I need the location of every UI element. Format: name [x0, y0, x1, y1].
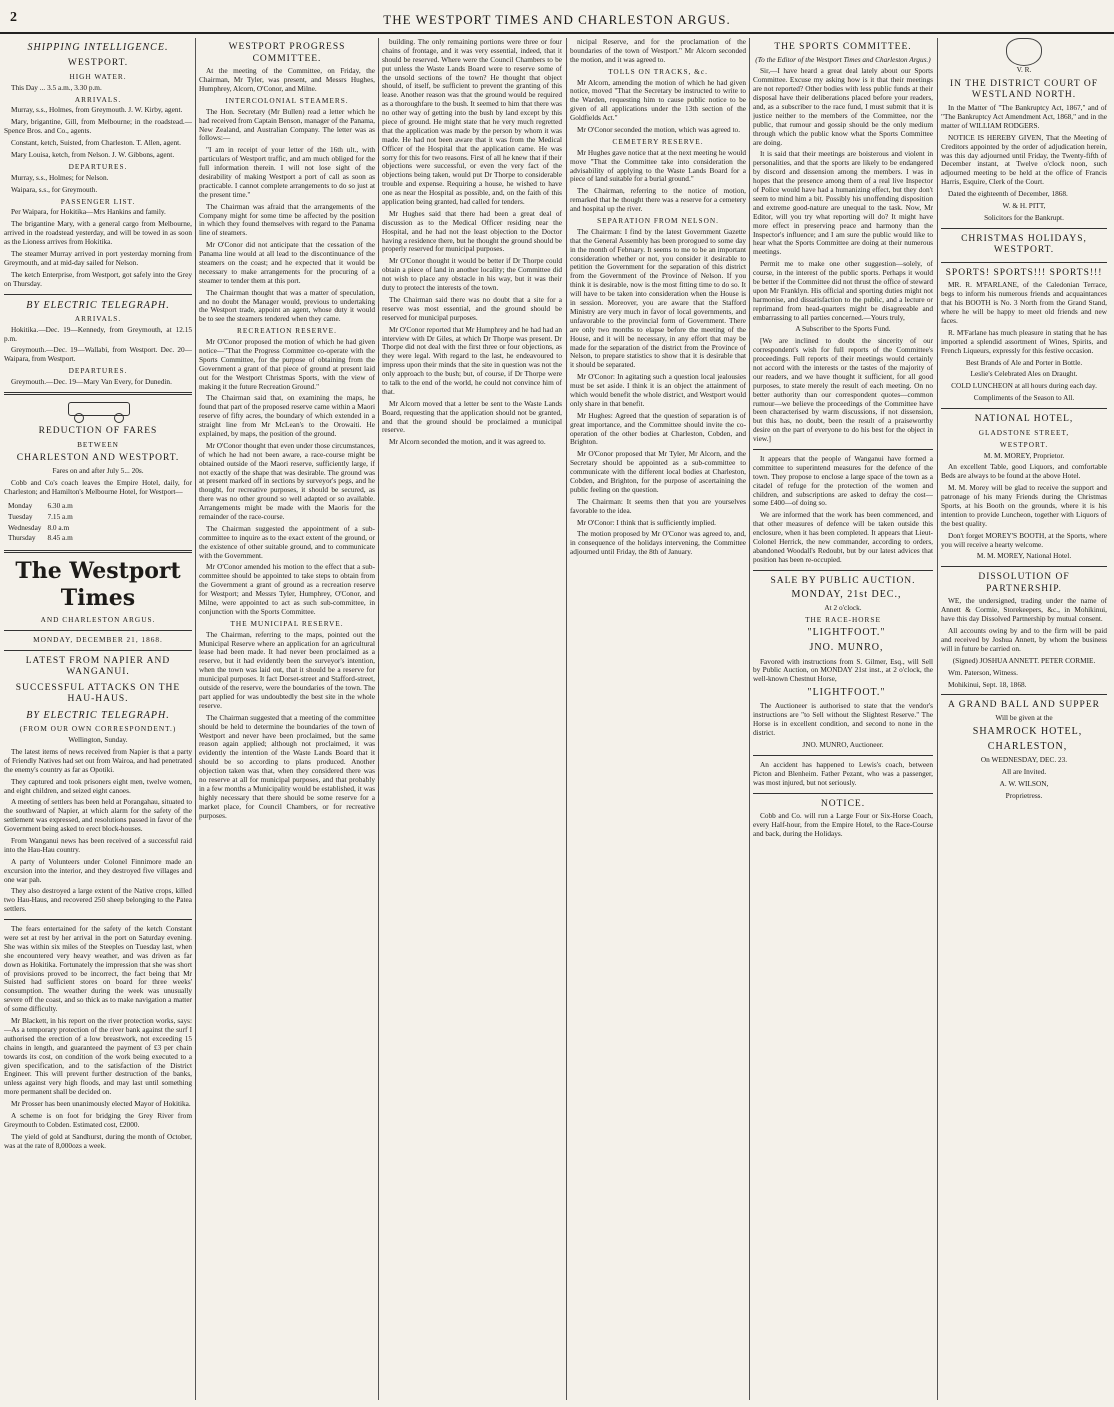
hotel-town: WESTPORT. — [999, 439, 1049, 449]
sale-auctioneer: JNO. MUNRO, — [809, 642, 884, 654]
article-paragraph: Mr O'Conor: I think that is sufficiently implied. — [577, 517, 716, 527]
ball-invited: All are Invited. — [1001, 767, 1047, 777]
divider — [4, 919, 192, 920]
divider — [4, 630, 192, 631]
dissolution-signature: (Signed) JOSHUA ANNETT. PETER CORMIE. — [952, 655, 1096, 665]
napier-correspondent: (FROM OUR OWN CORRESPONDENT.) — [19, 724, 177, 734]
sale-heading: SALE BY PUBLIC AUCTION. — [770, 575, 916, 586]
passenger-list: Per Waipara, for Hokitika—Mrs Hankins and family. — [11, 207, 166, 217]
masthead-title: THE WESTPORT TIMES AND CHARLESTON ARGUS. — [383, 12, 731, 27]
departures-heading: DEPARTURES. — [68, 161, 128, 171]
local-news: A scheme is on foot for bridging the Grey River from Greymouth to Cobden. Estimated cost, £2000. — [4, 1110, 192, 1129]
article-paragraph: They captured and took prisoners eight men, twelve women, and eight children, and seized eight canoes. — [4, 776, 192, 795]
article-paragraph: nicipal Reserve, and for the proclamation of the boundaries of the town of Westport." Mr Alcorn seconded the motion, and it was agreed to. — [570, 38, 746, 64]
article-paragraph: The Chairman thought that was a matter of speculation, and no doubt the Manager would, previous to undertaking the Westport trade, appoint an agent, whose duty it would be to see the steamers tendered when they came. — [199, 287, 375, 324]
divider — [753, 570, 933, 571]
divider — [753, 793, 933, 794]
notice-body: Cobb and Co. will run a Large Four or Six-Horse Coach, every Half-hour, from the Empire Hotel, to the Race-Course and back, during the Holidays. — [753, 811, 933, 838]
telegraph-departure: Greymouth.—Dec. 19—Mary Van Every, for Dunedin. — [11, 377, 172, 387]
article-paragraph: The Chairman, referring to the notice of motion, remarked that he thought there was a reserve for a cemetery and hospital up the river. — [570, 186, 746, 214]
divider — [753, 449, 933, 450]
local-news: Mr Prosser has been unanimously elected Mayor of Hokitika. — [11, 1099, 191, 1109]
departure-item: Waipara, s.s., for Greymouth. — [11, 184, 98, 194]
hotel-ad: An excellent Table, good Liquors, and comfortable Beds are always to be found at the above Hotel. — [941, 462, 1107, 481]
telegraph-heading: BY ELECTRIC TELEGRAPH. — [26, 299, 170, 311]
divider — [4, 650, 192, 651]
column-1 — [4, 38, 192, 1400]
article-paragraph: The Chairman suggested that a meeting of the committee should be held to determine the boundaries of the town of Westport and never have been proclaimed, but the same reason again applied; although not proclaimed, it was evidently the intention of the Waste Lands Board that it should be so according to plans produced. Another objection taken was that, when they considered there was no reserve at all for municipal purposes, and that probably in a few months a Municipality would be established, it was highly necessary that there should be some reserve for a market place, for Council Chambers, or for recreative purposes. — [199, 712, 375, 820]
dissolution-date: Mohikinui, Sept. 18, 1868. — [948, 679, 1027, 689]
court-vr: V. R. — [1016, 65, 1032, 74]
letter-paragraph: Permit me to make one other suggestion—solely, of course, in the interest of the public sports. Perhaps it would be better if the Committee did not thrust the office of steward upon Mr Franklyn. His official and sporting duties might not harmonise, and dissatisfaction to the public, and a lecture or reprimand from head-quarters might be disagreeable and embarrassing to all parties concerned.—Yours truly, — [753, 259, 933, 322]
article-paragraph: The Hon. Secretary (Mr Bullen) read a letter which he had received from Captain Benson, manager of the Panama, New Zealand, and Australian Company. The letter was as follows:— — [199, 106, 375, 143]
ball-heading: A GRAND BALL AND SUPPER — [948, 700, 1100, 711]
booth-brands: Best Brands of Ale and Porter in Bottle. — [965, 357, 1083, 367]
day: Monday — [8, 500, 33, 510]
column-rule — [378, 38, 379, 1400]
article-paragraph: We are informed that the work has been commenced, and that other measures of defence will be taken outside this enclosure, when it has been completed. It appears that Lieut-Colonel Herrick, the new commander, according to orders, abandoned Woodall's Redoubt, but by our latest advices that position has been re-occupied. — [753, 510, 933, 564]
sports-heading: THE SPORTS COMMITTEE. — [774, 42, 912, 52]
divider — [941, 408, 1107, 409]
subheading: CEMETERY RESERVE. — [612, 136, 704, 146]
ball-town: CHARLESTON, — [987, 741, 1068, 753]
hotel-ad: Don't forget MOREY'S BOOTH, at the Sports, where you will receive a hearty welcome. — [941, 530, 1107, 549]
dissolution-heading: DISSOLUTION OF PARTNERSHIP. — [978, 572, 1070, 594]
divider — [4, 550, 192, 553]
article-paragraph: Mr O'Conor seconded the motion, which was agreed to. — [577, 125, 741, 135]
column-rule — [937, 38, 938, 1400]
column-4 — [570, 38, 746, 1400]
paper-subtitle: AND CHARLESTON ARGUS. — [40, 614, 156, 624]
coach-illustration-icon — [38, 400, 158, 422]
subheading: RECREATION RESERVE. — [237, 326, 337, 336]
article-paragraph: At the meeting of the Committee, on Friday, the Chairman, Mr Tyler, was present, and Messrs Hughes, Humphrey, Alcorn, O'Conor, and Milne. — [199, 66, 375, 93]
arrival-item: Murray, s.s., Holmes, from Greymouth. J. W. Kirby, agent. — [11, 105, 183, 115]
article-paragraph: They also destroyed a large extent of the Native crops, killed two Hau-Haus, and recovered 250 sheep belonging to the Patea settlers. — [4, 886, 192, 914]
divider — [941, 694, 1107, 695]
day: Tuesday — [8, 511, 33, 521]
subheading: SEPARATION FROM NELSON. — [597, 216, 719, 226]
letter-paragraph: Sir,—I have heard a great deal lately about our Sports Committee. Excuse my asking how is it that their meetings are not reported? Other bodies with less public funds at their disposal have their deliberations placed before your readers, and, as a subscriber to the race fund, I must submit that it is justice neither to the members of the Committee, nor the public, that rumour and gossip should be the only medium through which the public know what the Sports Committee are doing. — [753, 66, 933, 147]
sports-to-editor: (To the Editor of the Westport Times and Charleston Argus.) — [755, 54, 931, 64]
hotel-proprietor: M. M. MOREY, Proprietor. — [983, 450, 1065, 460]
telegraph-arrival: Hokitika.—Dec. 19—Kennedy, from Greymouth, at 12.15 p.m. — [4, 324, 192, 343]
high-water-heading: HIGH WATER. — [69, 71, 127, 81]
telegraph-arrival: Greymouth.—Dec. 19—Wallabi, from Westport. Dec. 20—Waipara, from Westport. — [4, 345, 192, 364]
column-6 — [941, 38, 1107, 1400]
subheading: THE MUNICIPAL RESERVE. — [230, 618, 344, 628]
article-paragraph: The Chairman: It seems then that you are yourselves favorable to the idea. — [570, 496, 746, 515]
article-paragraph: From Wanganui news has been received of a successful raid into the Hau-Hau country. — [4, 836, 192, 854]
article-paragraph: A meeting of settlers has been held at Porangahau, situated to the southward of Napier, at which alarm for the safety of the settlement was expressed, and resolutions passed in favor of the Government being asked to erect block-houses. — [4, 797, 192, 834]
sale-horse-heading: THE RACE-HORSE — [805, 615, 881, 625]
article-paragraph: Mr O'Conor proposed that Mr Tyler, Mr Alcorn, and the Secretary should be appointed as a sub-committee to communicate with the different local bodies at Charleston, Cobden, and Brighton, for the purpose of ascertaining the public feeling on the question. — [570, 449, 746, 494]
booth-luncheon: COLD LUNCHEON at all hours during each day. — [951, 381, 1097, 391]
subheading: INTERCOLONIAL STEAMERS. — [225, 95, 349, 105]
article-paragraph: Mr O'Conor did not anticipate that the cessation of the Panama line would at all lead to the discontinuance of the steamers on the coast; and he expected that it would be necessary to make arrangements for the procuring of a steamer to tender them at this port. — [199, 240, 375, 285]
sale-body: Favored with instructions from S. Gilmer, Esq., will Sell by Public Auction, on MONDAY 21st inst., at 2 o'clock, the well-known Chestnut Horse, — [753, 656, 933, 684]
column-rule — [195, 38, 196, 1400]
column-rule — [749, 38, 750, 1400]
ball-date: On WEDNESDAY, DEC. 23. — [980, 755, 1068, 765]
letter-signature: A Subscriber to the Sports Fund. — [795, 324, 891, 334]
napier-telegraph: BY ELECTRIC TELEGRAPH. — [26, 710, 170, 722]
passenger-heading: PASSENGER LIST. — [60, 196, 136, 206]
divider — [941, 262, 1107, 263]
local-news: The fears entertained for the safety of the ketch Constant were set at rest by her arrival in the port on Saturday evening. She was within six miles of the Steeples on Tuesday last, when she encountered very heavy weather, and was driven as far down as Hokitika. Fortunately the impression that she was short of provisions proved to be incorrect, the fact being that Mr Suisted had sufficient stores on board for three weeks' consumption. The weather during the week was unusually severe off the coast, and so thick as to make navigation a matter of some difficulty. — [4, 924, 192, 1014]
day: Thursday — [8, 533, 36, 543]
shipping-note: The ketch Enterprise, from Westport, got safely into the Grey on Thursday. — [4, 269, 192, 288]
article-paragraph: The motion proposed by Mr O'Conor was agreed to, and, in consequence of the holidays intervening, the Committee adjourned until Friday, the 8th of January. — [570, 529, 746, 557]
departure-item: Murray, s.s., Holmes; for Nelson. — [11, 172, 109, 182]
sale-time: At 2 o'clock. — [824, 603, 862, 613]
coach-timetable — [4, 500, 77, 546]
arrival-item: Mary, brigantine, Gill, from Melbourne; in the roadstead.—Spence Bros. and Co., agents. — [4, 117, 192, 136]
telegraph-departures-heading: DEPARTURES. — [68, 366, 128, 376]
arrival-item: Constant, ketch, Suisted, from Charleston. T. Allen, agent. — [11, 138, 181, 148]
ball-signature: A. W. WILSON, — [999, 779, 1049, 789]
article-paragraph: The Chairman was afraid that the arrangements of the Company might for some time be affected by the position in which they found themselves with regard to the Panama line of steamers. — [199, 201, 375, 238]
article-paragraph: Mr Hughes gave notice that at the next meeting he would move "That the Committee take into consideration the advisability of applying to the Waste Lands Board for a piece of land suitable for a burial ground." — [570, 147, 746, 184]
column-5 — [753, 38, 933, 1400]
court-dated: Dated the eighteenth of December, 1868. — [948, 189, 1068, 199]
shipping-heading: SHIPPING INTELLIGENCE. — [27, 42, 169, 53]
page-number: 2 — [10, 10, 17, 25]
napier-heading: LATEST FROM NAPIER AND WANGANUI. — [25, 655, 171, 678]
editor-note: [We are inclined to doubt the sincerity of our correspondent's wish for full reports of the Committee's proceedings. Full reports of their meetings would certainly not accord with the interests or the tastes of the majority of our readers, and we have thought it sufficient, for all good purposes, to state merely the result of each meeting. On no better authority than our correspondent quotes—common rumour—we believe the proceedings of the Committee have been characterised by warm discussions, if not dissension, but this has, no doubt, been the result of a praiseworthy desire on the part of everyone to do his best for the object in view.] — [753, 336, 933, 444]
hotel-street: GLADSTONE STREET, — [978, 427, 1070, 437]
divider — [941, 228, 1107, 229]
ball-hotel: SHAMROCK HOTEL, — [972, 725, 1083, 737]
divider — [941, 566, 1107, 567]
ball-proprietress: Proprietress. — [1005, 791, 1043, 800]
timetable-row — [6, 524, 75, 533]
court-notice: NOTICE IS HEREBY GIVEN, That the Meeting of Creditors appointed by the order of adjudication herein, was this day adjourned until Friday, the Twenty-fifth of December instant, at Twelve o'clock noon, such adjourned meeting to be held at the office of Francis Harris, Esquire, Clerk of the Court. — [941, 132, 1107, 187]
hotel-signature: M. M. MOREY, National Hotel. — [976, 551, 1072, 561]
sale-horse-name-2: "LIGHTFOOT." — [807, 687, 886, 699]
notice-heading: NOTICE. — [820, 798, 866, 809]
article-paragraph: Mr O'Conor proposed the motion of which he had given notice—"That the Progress Committee co-operate with the Sports Committee, for the purpose of obtaining from the Government a grant of that piece of ground at present laid out for the Westport Christmas Sports, with the view of making it the future Recreation Ground." — [199, 337, 375, 391]
divider — [4, 294, 192, 295]
arrival-item: Mary Louisa, ketch, from Nelson. J. W. Gibbons, agent. — [11, 150, 175, 159]
sale-horse-name: "LIGHTFOOT." — [807, 627, 886, 639]
article-paragraph: A party of Volunteers under Colonel Finnimore made an excursion into the interior, and they destroyed five villages and one war pah. — [4, 856, 192, 884]
divider — [4, 392, 192, 395]
accident-item: An accident has happened to Lewis's coach, between Picton and Blenheim. Father Pezant, who was a passenger, was most injured, but not seriously. — [753, 759, 933, 787]
article-paragraph: building. The only remaining portions were three or four chains of frontage, and it was very essential, indeed, that it should be reserved. Where were the Council Chambers to be put unless the Waste Lands Board were to reserve some of the unsold sections of the town? He thought that object should, of itself, be sufficient to prevent the granting of this lease. Another reason was that the ground would be required as a thoroughfare to the bush. It seemed to him that there was no other way of getting into the bush by land except by this piece of ground. He might state that he very much regretted that the application was made by the person by whom it was made. He had not been aware that it was from the Medical Officer of the Hospital that the application came. He was sorry for this for two reasons. First of all he knew that if their objections were successful, or even the very fact of the objections being taken, would put Dr Thorpe to considerable trouble and expense. Requiring a house, he wished to have one as near the Hospital as possible, and, on the faith of this application being granted, had called for tenders. — [382, 38, 562, 207]
fares-places: CHARLESTON AND WESTPORT. — [16, 453, 180, 464]
hotel-ad: M. M. Morey will be glad to receive the support and patronage of his many Friends during the Christmas Sports, at his Booth on the grounds, where it is his intention to provide Luncheon, together with Liquors of the best quality. — [941, 483, 1107, 528]
local-news: Mr Blackett, in his report on the river protection works, says:—As a temporary protection of the river bank against the surf I authorised the erection of a low breastwork, not exceeding 15 chains in length, and guaranteed the payment of £3 per chain towards its cost, on condition of the work being executed to a given specification, and to the satisfaction of the District Engineer. This will prevent further destruction of the banks, unless against very high floods, and may last until something more permanent shall be decided on. — [4, 1016, 192, 1097]
article-paragraph: Mr O'Conor reported that Mr Humphrey and he had had an interview with Dr Giles, at which Dr Thorpe was present. Dr Thorpe did not deal with the first three or four objections, as they were legal. With regard to the last, he endeavoured to impress upon their minds that the site in question was not the only approach to the bush; but, of course, if Dr Thorpe were to talk to the end of the world, he could not convince him of that. — [382, 324, 562, 396]
article-paragraph: It appears that the people of Wanganui have formed a committee to superintend measures for the defence of the town. They propose to enclose a large space of the town as a citadel of refuge for the protection of the women and children, and subscriptions are asked to defray the cost—some £400—of doing so. — [753, 453, 933, 508]
time: 8.45 a.m — [47, 533, 73, 543]
court-matter: In the Matter of "The Bankruptcy Act, 1867," and of "The Bankruptcy Act Amendment Act, 1868," and in the matter of WILLIAM RODGERS. — [941, 103, 1107, 130]
court-signature: W. & H. PITT, — [1002, 200, 1046, 210]
booth-ales: Leslie's Celebrated Ales on Draught. — [970, 369, 1078, 379]
article-paragraph: The Chairman: I find by the latest Government Gazette that the General Assembly has been prorogued to some day in the month of February. It seems to me to be an important consideration whether or not, you consider it desirable to petition the Government for the separation of this district from the Government of the Province of Nelson. If you think it is desirable, now is the most fitting time to do so. It will have to be taken into consideration when the House is in session. Moreover, you are aware that the Stafford Ministry are very much in favor of local governments, and unfavorable to the provincial form of Government. There are only two months to elapse before the meeting of the House, and it will be necessary, in any effort that may be made for the separation of the district from the Province of Nelson, to prepare statistics to show that it is desirable that it should be separated. — [570, 226, 746, 370]
sale-signature: JNO. MUNRO, Auctioneer. — [802, 740, 884, 750]
column-2 — [199, 38, 375, 1400]
article-paragraph: Mr Hughes said that there had been a great deal of discussion as to the Medical Officer residing near the Hospital, and he had not the least objection to the Doctor having a residence there, but he thought the ground should be properly reserved for municipal purposes. — [382, 208, 562, 254]
shipping-note: The brigantine Mary, with a general cargo from Melbourne, arrived in the roadstead yesterday, and will be towed in as soon as the Lioness arrives from Hokitika. — [4, 219, 192, 247]
masthead — [0, 6, 1114, 34]
article-paragraph: Mr Alcorn moved that a letter be sent to the Waste Lands Board, requesting that the application should not be granted, and that the ground should be proclaimed a municipal reserve. — [382, 398, 562, 435]
article-paragraph: The latest items of news received from Napier is that a party of Friendly Natives had set out from Wairoa, and had penetrated the enemy's country as far as Opotiki. — [4, 747, 192, 774]
ball-given: Will be given at the — [995, 713, 1053, 723]
sale-terms: The Auctioneer is authorised to state that the vendor's instructions are "to Sell without the Slightest Reserve." The Horse is in excellent condition, and second to none in the district. — [753, 701, 933, 738]
article-paragraph: The Chairman suggested the appointment of a sub-committee to inquire as to the exact extent of the ground, or the existence of other suitable ground, and to communicate with the Government. — [199, 523, 375, 560]
arrivals-heading: ARRIVALS. — [74, 94, 122, 104]
paper-date: MONDAY, DECEMBER 21, 1868. — [33, 634, 163, 644]
dissolution-body: All accounts owing by and to the firm will be paid and received by Joshua Annett, by whom the business will in future be carried on. — [941, 626, 1107, 653]
time: 7.15 a.m — [47, 511, 73, 521]
article-paragraph: Mr O'Conor: In agitating such a question local jealousies must be set aside. I think it is an object the attainment of which would benefit the whole district, and Westport would only share in that benefit. — [570, 372, 746, 408]
christmas-heading: CHRISTMAS HOLIDAYS, WESTPORT. — [961, 233, 1087, 256]
timetable-row — [6, 534, 75, 543]
article-paragraph: Mr O'Conor thought that even under those circumstances, of which he had not been aware, a race-course might be obtained outside of the Maori reserve, sufficiently large, if not exactly of the shape that was desirable. The ground was at present marked off in sections by surveyor's pegs, and he thought, for recreative purposes, it should be secured, as there was no other ground so well adapted or so available. Arrangements might be made with the Maoris for the remainder of the race-course. — [199, 440, 375, 522]
booth-ad: R. M'Farlane has much pleasure in stating that he has imported a splendid assortment of Wines, Spirits, and French Liqueurs, expressly for this festive occasion. — [941, 327, 1107, 355]
subheading: TOLLS ON TRACKS, &c. — [608, 66, 708, 76]
fares-body: Cobb and Co's coach leaves the Empire Hotel, daily, for Charleston; and Hamilton's Melbourne Hotel, for Westport— — [4, 477, 192, 496]
article-paragraph: The Chairman said there was no doubt that a site for a reserve was most essential, and the ground should be reserved for municipal purposes. — [382, 294, 562, 322]
progress-heading: WESTPORT PROGRESS COMMITTEE. — [228, 42, 346, 64]
article-paragraph: Mr Alcorn, amending the motion of which he had given notice, moved "That the Secretary be instructed to write to the Warden, requesting him to cause public notice to be given of all applications under the 13th section of the Goldfields Act." — [570, 77, 746, 123]
local-news: The yield of gold at Sandhurst, during the month of October, was at the rate of 8,000ozs a week. — [4, 1131, 192, 1150]
article-paragraph: Mr O'Conor thought it would be better if Dr Thorpe could obtain a piece of land in another locality; the Committee did not wish to place any obstacle in his way, but it was their duty to protect the interests of the town. — [382, 256, 562, 293]
shipping-westport: WESTPORT. — [67, 58, 129, 69]
fares-price: Fares on and after July 5... 20s. — [52, 466, 144, 476]
column-rule — [566, 38, 567, 1400]
article-paragraph: Mr Alcorn seconded the motion, and it was agreed to. — [389, 437, 546, 447]
sale-date: MONDAY, 21st DEC., — [791, 589, 902, 601]
booth-compliments: Compliments of the Season to All. — [973, 393, 1075, 403]
time: 8.0 a.m — [47, 522, 70, 532]
court-signature-title: Solicitors for the Bankrupt. — [984, 212, 1064, 222]
article-paragraph: The Chairman said that, on examining the maps, he found that part of the proposed reserve came within a Maori reserve of fifty acres, the boundary of which extended in a straight line from Mr McLean's to the Orowaiti. He explained, by maps, the position of the ground. — [199, 393, 375, 438]
shipping-note: The steamer Murray arrived in port yesterday morning from Greymouth, and at mid-day sailed for Nelson. — [4, 249, 192, 267]
hotel-heading: NATIONAL HOTEL, — [974, 414, 1074, 425]
napier-subheading: SUCCESSFUL ATTACKS ON THE HAU-HAUS. — [15, 682, 181, 705]
article-paragraph: Mr Hughes: Agreed that the question of separation is of great importance, and the Committee should invite the co-operation of the other bodies at Charleston, Cobden, and Brighton. — [570, 410, 746, 447]
article-paragraph: "I am in receipt of your letter of the 16th ult., with particulars of Westport traffic, and am much obliged for the full information therein. I will not lose sight of the desirability of making Westport a port of call as soon as practicable. I cannot complete arrangements to do so just at the present time." — [199, 145, 375, 199]
dissolution-body: WE, the undersigned, trading under the name of Annett & Cormie, Storekeepers, &c., in Mohikinui, have this day Dissolved Partnership by mutual consent. — [941, 596, 1107, 624]
column-3 — [382, 38, 562, 1400]
telegraph-arrivals-heading: ARRIVALS. — [74, 313, 122, 323]
timetable-row — [6, 502, 75, 511]
court-heading: IN THE DISTRICT COURT OF WESTLAND NORTH. — [950, 78, 1098, 101]
day: Wednesday — [8, 522, 42, 532]
sports-banner: SPORTS! SPORTS!!! SPORTS!!! — [945, 267, 1103, 278]
fares-between: BETWEEN — [77, 439, 119, 449]
time: 6.30 a.m — [47, 500, 73, 510]
royal-crest-icon — [1006, 38, 1042, 66]
article-paragraph: Mr O'Conor amended his motion to the effect that a sub-committee should be appointed to take steps to obtain from the Government a grant of ground as a recreation reserve for Westport; and Messrs Tyler, Humphrey, O'Conor, and Milne, were appointed to act as such sub-committee, in conjunction with the Sports Committee. — [199, 562, 375, 616]
fares-heading: REDUCTION OF FARES — [38, 426, 158, 436]
booth-ad: MR. R. M'FARLANE, of the Caledonian Terrace, begs to inform his numerous friends and acquaintances that his BOOTH is No. 3 North from the Grand Stand, where he will be happy to meet old friends and new faces. — [941, 280, 1107, 326]
high-water-times: This Day ... 3.5 a.m., 3.30 p.m. — [11, 82, 102, 92]
timetable-row — [6, 513, 75, 522]
letter-paragraph: It is said that their meetings are boisterous and violent in personalities, and that the sports are likely to be endangered by discord and dissension among the members. I was in hopes that the presence among them of a real live Inspector of Police would have had a humanizing effect, but they don't seem to mind him a bit. Possibly his unoffending disposition and extreme good-nature are unequal to the task. Now, Mr Editor, will you try what reporting will do? It might have more effect in preserving peace and harmony than the Inspector's influence; and I am sure the public would like to hear what the Sports Committee are doing at their numerous meetings. — [753, 149, 933, 257]
divider — [753, 755, 933, 756]
paper-nameplate: The Westport Times — [15, 558, 181, 612]
napier-dateline: Wellington, Sunday. — [68, 735, 128, 745]
dissolution-witness: Wm. Paterson, Witness. — [948, 667, 1018, 677]
article-paragraph: The Chairman, referring to the maps, pointed out the Municipal Reserve where an application for an agricultural lease had been made. It had never been proclaimed as a reserve, but it had evidently been the surveyor's intention, when the town was laid out, that it should be a reserve for municipal purposes. It fact Dorset-street and Stafford-street, outside of the reserve, were the boundaries of the town. The part applied for was undoubtedly the best site in the whole reserve. — [199, 629, 375, 710]
